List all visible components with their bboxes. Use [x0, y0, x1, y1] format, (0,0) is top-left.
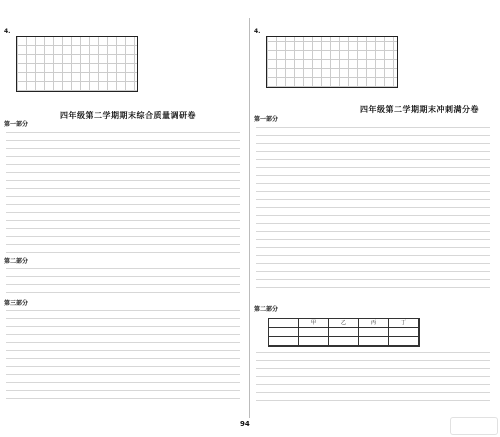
- section-heading: 第二部分: [4, 258, 29, 265]
- right-column: [252, 0, 498, 437]
- table-col-header: 丙: [359, 319, 389, 328]
- section-heading: 第一部分: [4, 121, 29, 128]
- line-chart-frame: [266, 36, 398, 88]
- line-chart-frame: [16, 36, 138, 92]
- data-table: [268, 318, 420, 347]
- answer-lines: [256, 352, 490, 408]
- section-heading: 第一部分: [254, 116, 279, 123]
- table-col-header: 丁: [389, 319, 419, 328]
- answer-lines: [256, 127, 490, 295]
- question-number: 4.: [4, 28, 11, 35]
- table-corner: [269, 319, 299, 328]
- answer-lines: [6, 268, 240, 300]
- question-number: 4.: [254, 28, 261, 35]
- section-heading: 第二部分: [254, 306, 279, 313]
- watermark-logo: [450, 417, 498, 435]
- answer-lines: [6, 132, 240, 260]
- table-col-header: 甲: [299, 319, 329, 328]
- exam-title: 四年级第二学期期末冲刺满分卷: [360, 104, 479, 114]
- exam-title: 四年级第二学期期末综合质量调研卷: [60, 110, 196, 120]
- answer-lines: [6, 310, 240, 406]
- section-heading: 第三部分: [4, 300, 29, 307]
- table-col-header: 乙: [329, 319, 359, 328]
- column-divider: [249, 18, 250, 418]
- page-number: 94: [240, 420, 250, 428]
- left-column: [2, 0, 248, 437]
